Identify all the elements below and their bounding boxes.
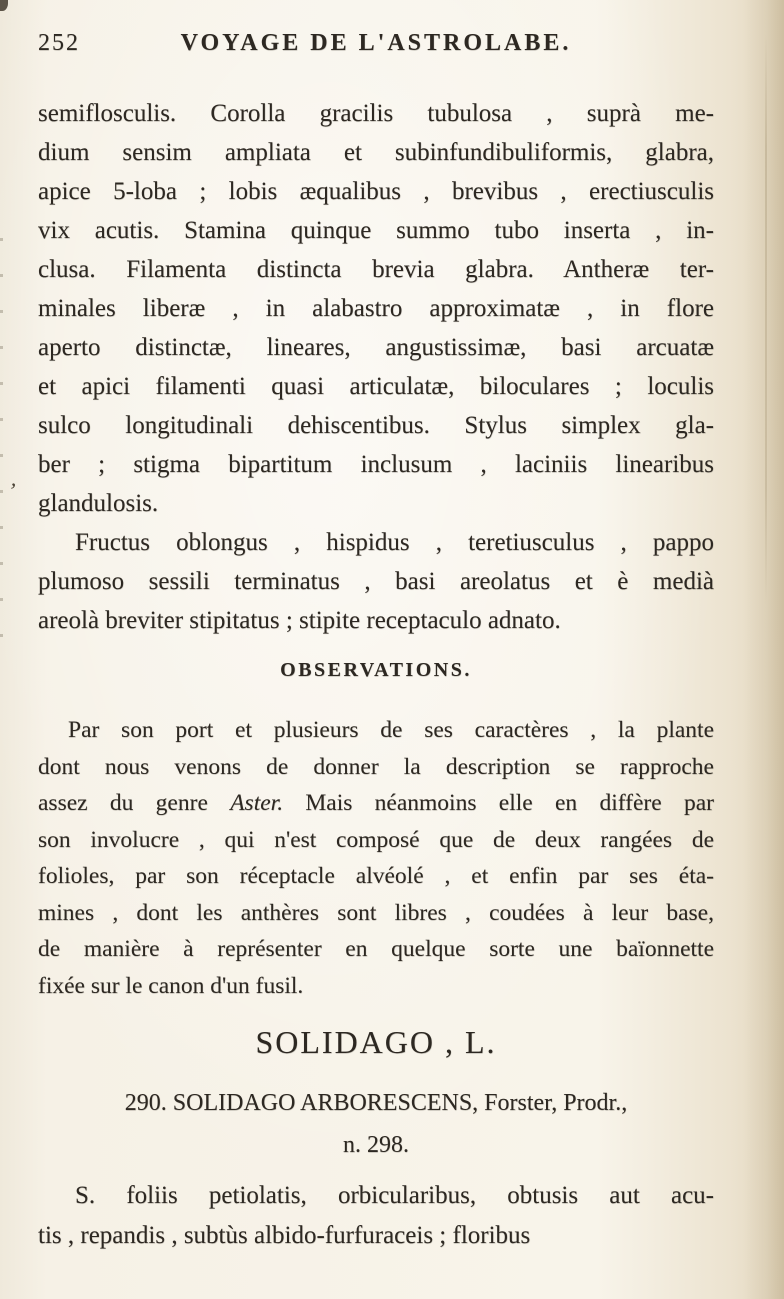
text-line: apice 5-loba ; lobis æqualibus , brevibus , erectiusculis: [38, 178, 714, 205]
paragraph-species-description: [38, 1176, 714, 1256]
page-header: [38, 26, 714, 60]
text-line: plumoso sessili terminatus , basi areolatus et è medià: [38, 568, 714, 595]
page-edge-crease-line: [765, 34, 767, 604]
text-line: S. foliis petiolatis, orbicularibus, obtusis aut acu-: [75, 1182, 714, 1209]
genus-name-italic: Aster.: [230, 790, 284, 816]
paragraph-latin-description: [38, 94, 714, 523]
scan-artifact-margin-mark: ’: [7, 477, 19, 504]
text-line: semiflosculis. Corolla gracilis tubulosa , suprà me-: [38, 100, 714, 127]
paragraph-fructus: [38, 523, 714, 640]
text-line: folioles, par son réceptacle alvéolé , et enfin par ses éta-: [38, 863, 714, 889]
species-heading: [38, 1082, 714, 1166]
text-line: mines , dont les anthères sont libres , coudées à leur base,: [38, 899, 714, 926]
text-line: aperto distinctæ, lineares, angustissimæ, basi arcuatæ: [38, 334, 714, 361]
text-line: tis , repandis , subtùs albido-furfuraceis ; floribus: [38, 1222, 531, 1249]
text-line: ber ; stigma bipartitum inclusum , laciniis linearibus: [38, 451, 714, 478]
text-line: Par son port et plusieurs de ses caractères , la plante: [68, 717, 714, 743]
text-line: son involucre , qui n'est composé que de deux rangées de: [38, 826, 714, 853]
text-line: de manière à représenter en quelque sorte une baïonnette: [38, 936, 714, 962]
page-edge-shading: [744, 0, 784, 1299]
observations-heading: OBSERVATIONS.: [280, 659, 472, 681]
text-line: fixée sur le canon d'un fusil.: [38, 972, 304, 999]
text-line: sulco longitudinali dehiscentibus. Stylus simplex gla-: [38, 412, 714, 439]
text-line: dium sensim ampliata et subinfundibuliformis, glabra,: [38, 139, 714, 166]
genus-heading: SOLIDAGO , L.: [255, 1024, 497, 1060]
scan-artifact-top-left: [0, 0, 8, 11]
species-heading-line2: n. 298.: [343, 1132, 409, 1158]
text-line: minales liberæ , in alabastro approximatæ , in flore: [38, 295, 714, 322]
text-segment: assez du genre: [38, 790, 231, 816]
species-heading-line1: 290. SOLIDAGO ARBORESCENS, Forster, Prodr.,: [124, 1090, 628, 1116]
text-line: [38, 785, 714, 822]
text-line: glandulosis.: [38, 490, 159, 517]
running-title: VOYAGE DE L'ASTROLABE.: [180, 30, 572, 56]
text-line: dont nous venons de donner la description se rapproche: [38, 753, 714, 780]
text-line: vix acutis. Stamina quinque summo tubo inserta , in-: [38, 217, 714, 244]
text-segment: Mais néanmoins elle en diffère par: [283, 790, 714, 816]
scan-noise-left-edge: [0, 238, 3, 658]
paragraph-observations: [38, 712, 714, 1004]
text-line: Fructus oblongus , hispidus , teretiusculus , pappo: [75, 529, 714, 556]
page-number: 252: [38, 30, 80, 56]
text-line: et apici filamenti quasi articulatæ, biloculares ; loculis: [38, 373, 714, 400]
text-line: clusa. Filamenta distincta brevia glabra. Antheræ ter-: [38, 256, 714, 283]
text-line: areolà breviter stipitatus ; stipite receptaculo adnato.: [38, 607, 561, 634]
